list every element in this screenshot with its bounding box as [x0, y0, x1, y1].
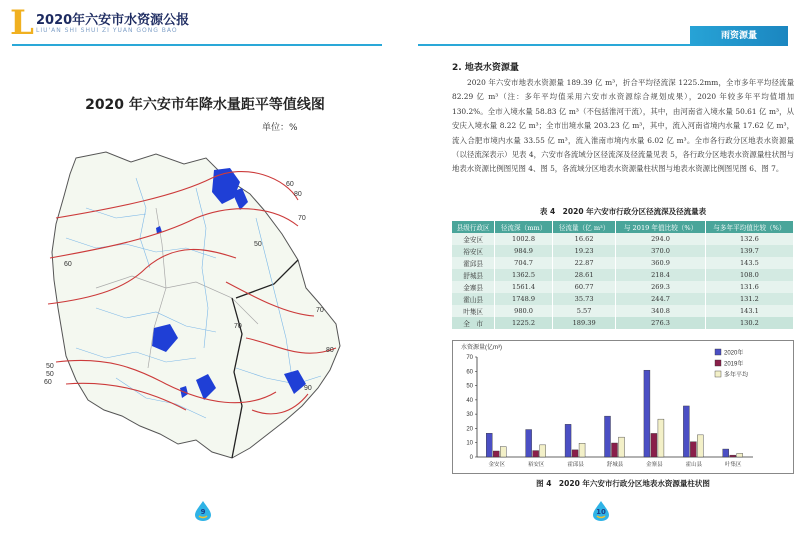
- category-label: 霍邱县: [567, 462, 584, 468]
- publication-logo-letter: L: [10, 3, 34, 43]
- publication-title: 2020年六安市水资源公报: [36, 13, 190, 28]
- table-header-row: [452, 221, 794, 233]
- table-cell: 132.6: [705, 233, 793, 245]
- table-cell: 5.57: [552, 305, 615, 317]
- bar: [540, 445, 546, 457]
- bar: [690, 442, 696, 457]
- legend-swatch: [715, 349, 721, 355]
- table-cell: 294.0: [616, 233, 706, 245]
- table-cell: 全 市: [452, 317, 495, 329]
- runoff-table: [452, 221, 794, 329]
- table-cell: 1225.2: [495, 317, 553, 329]
- map-unit-label: 单位：%: [262, 123, 298, 133]
- table-cell: 984.9: [495, 245, 553, 257]
- body-paragraph: 2020 年六安市地表水资源量 189.39 亿 m³，折合平均径流深 1225.2mm，全市多年平均径流量 82.29 亿 m³（注：多年平均值采用六安市水资源综合规划成果），2020 年较多年平均值增加 130.2%。全市入境水量 58.83 亿 m³（不包括淮河干流），其中，由河南省入境水量 50.61 亿 m³，从安庆入境水量 8.22 亿 m³；全市出境水量 203.23 亿 m³，其中，流入河南省境内水量 17.62 亿 m³，流入合肥市境内水量 33.55 亿 m³，流入淮南市境内水量 6.02 亿 m³。全市各行政分区地表水资源量（以径流深表示）见表 4，六安市各流域分区径流深及径流量见表 5，各行政分区地表水资源量柱状图与地表水资源比例图见图 4、图 5，各流域分区地表水资源量柱状图与地表水资源比例图见图 6、图 7。: [452, 78, 794, 174]
- table-cell: 269.3: [616, 281, 706, 293]
- bar: [526, 430, 532, 457]
- table-row: [452, 257, 794, 269]
- legend-swatch: [715, 371, 721, 377]
- table-cell: 276.3: [616, 317, 706, 329]
- category-label: 金安区: [488, 462, 505, 468]
- bar: [651, 433, 657, 457]
- table-cell: 143.5: [705, 257, 793, 269]
- contour-label: 70: [316, 307, 324, 314]
- table-cell: 霍山县: [452, 293, 495, 305]
- table-cell: 金寨县: [452, 281, 495, 293]
- contour-label: 70: [298, 215, 306, 222]
- table-header-cell: 径流深（mm）: [495, 221, 553, 233]
- table-cell: 340.8: [616, 305, 706, 317]
- table-cell: 244.7: [616, 293, 706, 305]
- bar: [619, 437, 625, 457]
- y-axis-label: 水资源量(亿m³): [461, 345, 502, 351]
- table-total-row: [452, 317, 794, 329]
- table-header-cell: 县级行政区: [452, 221, 495, 233]
- precipitation-anomaly-map: [36, 148, 358, 466]
- bar: [730, 455, 736, 457]
- table-row: [452, 245, 794, 257]
- bar: [723, 449, 729, 457]
- contour-label: 50: [254, 241, 262, 248]
- table-cell: 金安区: [452, 233, 495, 245]
- table-cell: 裕安区: [452, 245, 495, 257]
- contour-label: 60: [44, 379, 52, 386]
- contour-label: 50: [46, 371, 54, 378]
- table-row: [452, 281, 794, 293]
- y-tick-label: 40: [466, 397, 473, 404]
- bar: [486, 433, 492, 457]
- table-cell: 131.2: [705, 293, 793, 305]
- contour-label: 60: [64, 261, 72, 268]
- y-tick-label: 0: [469, 455, 473, 461]
- page-number-left: [192, 500, 214, 522]
- bar: [644, 370, 650, 457]
- table-cell: 28.61: [552, 269, 615, 281]
- table-caption: 表 4 2020 年六安市行政分区径流深及径流量表: [539, 207, 707, 216]
- table-cell: 1561.4: [495, 281, 553, 293]
- bar: [493, 451, 499, 457]
- bar: [683, 406, 689, 457]
- table-cell: 舒城县: [452, 269, 495, 281]
- page-header: [0, 0, 800, 46]
- publication-subtitle: LIU'AN SHI SHUI ZI YUAN GONG BAO: [36, 27, 178, 34]
- table-cell: 131.6: [705, 281, 793, 293]
- section-heading: 2. 地表水资源量: [452, 63, 519, 73]
- bar: [579, 443, 585, 457]
- table-cell: 1748.9: [495, 293, 553, 305]
- table-cell: 22.87: [552, 257, 615, 269]
- y-tick-label: 50: [466, 383, 473, 390]
- chart-canvas: [453, 341, 793, 473]
- table-cell: 霍邱县: [452, 257, 495, 269]
- page-number-text: 10: [596, 508, 606, 516]
- bar: [565, 424, 571, 457]
- contour-label: 70: [234, 323, 242, 330]
- contour-label: 80: [326, 347, 334, 354]
- table-header-cell: 与多年平均值比较（%）: [705, 221, 793, 233]
- category-label: 裕安区: [527, 462, 545, 468]
- legend-swatch: [715, 360, 721, 366]
- table-header-cell: 径流量（亿 m³）: [552, 221, 615, 233]
- table-cell: 16.62: [552, 233, 615, 245]
- map-title: 2020 年六安市年降水量距平等值线图: [85, 97, 325, 113]
- table-cell: 980.0: [495, 305, 553, 317]
- table-cell: 60.77: [552, 281, 615, 293]
- table-row: [452, 233, 794, 245]
- table-cell: 19.23: [552, 245, 615, 257]
- contour-label: 90: [304, 385, 312, 392]
- header-rule-left: [12, 44, 382, 46]
- table-cell: 1362.5: [495, 269, 553, 281]
- y-tick-label: 70: [466, 355, 473, 361]
- surface-water-bar-chart: [452, 340, 794, 474]
- y-tick-label: 30: [466, 412, 473, 419]
- section-tab: 雨资源量: [690, 26, 788, 46]
- bar: [500, 447, 506, 457]
- legend-label: 2019年: [724, 361, 744, 368]
- page-number-right: [590, 500, 612, 522]
- bar: [658, 419, 664, 457]
- bar: [737, 453, 743, 457]
- map-figure: [36, 148, 358, 466]
- bar: [605, 416, 611, 457]
- figure-caption: 图 4 2020 年六安市行政分区地表水资源量柱状图: [536, 479, 710, 488]
- bar: [572, 450, 578, 457]
- legend-label: 2020年: [724, 350, 744, 357]
- table-cell: 108.0: [705, 269, 793, 281]
- table-row: [452, 269, 794, 281]
- table-row: [452, 293, 794, 305]
- table-cell: 35.73: [552, 293, 615, 305]
- category-label: 霍山县: [685, 462, 703, 468]
- contour-label: 60: [286, 181, 294, 188]
- category-label: 金寨县: [646, 462, 663, 468]
- table-cell: 370.0: [616, 245, 706, 257]
- table-row: [452, 305, 794, 317]
- bar: [697, 435, 703, 457]
- table-cell: 704.7: [495, 257, 553, 269]
- table-cell: 1002.8: [495, 233, 553, 245]
- table-cell: 130.2: [705, 317, 793, 329]
- table-cell: 143.1: [705, 305, 793, 317]
- category-label: 叶集区: [725, 462, 742, 468]
- table-cell: 360.9: [616, 257, 706, 269]
- bar: [612, 443, 618, 457]
- bar: [533, 451, 539, 457]
- table-cell: 218.4: [616, 269, 706, 281]
- page-number-text: 9: [200, 508, 206, 516]
- y-tick-label: 10: [466, 440, 473, 447]
- table-cell: 189.39: [552, 317, 615, 329]
- contour-label: 50: [46, 363, 54, 370]
- table-cell: 叶集区: [452, 305, 495, 317]
- y-tick-label: 20: [466, 426, 473, 433]
- table-header-cell: 与 2019 年值比较（%）: [616, 221, 706, 233]
- y-tick-label: 60: [466, 369, 473, 376]
- legend-label: 多年平均: [724, 372, 749, 379]
- contour-label: 80: [294, 191, 302, 198]
- category-label: 舒城县: [606, 462, 624, 468]
- table-cell: 139.7: [705, 245, 793, 257]
